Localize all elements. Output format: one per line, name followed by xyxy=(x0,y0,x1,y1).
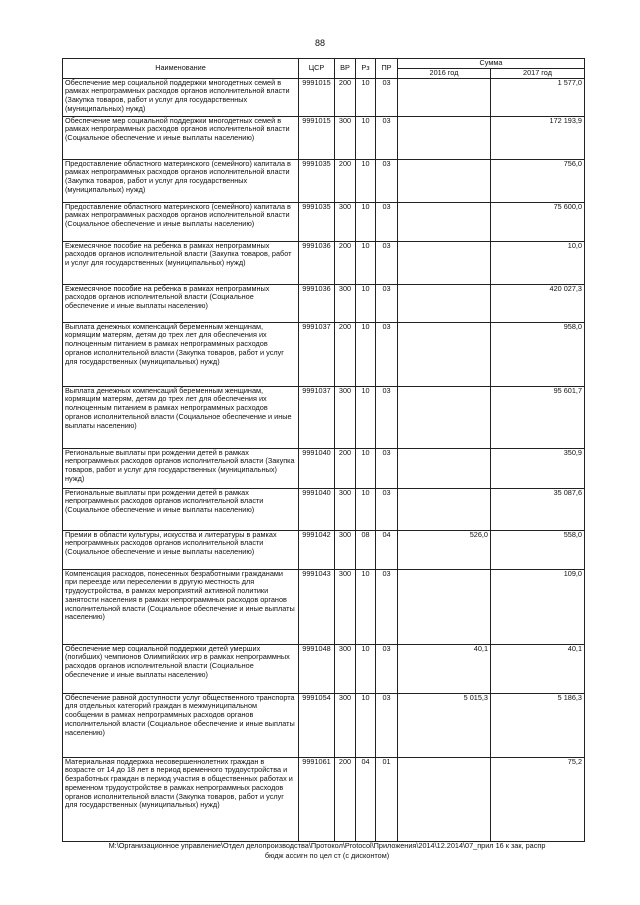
row-csr: 9991054 xyxy=(299,693,335,757)
row-csr: 9991015 xyxy=(299,78,335,116)
row-rz: 10 xyxy=(356,644,376,693)
row-vr: 300 xyxy=(335,284,356,322)
table-row xyxy=(63,116,585,159)
row-vr: 300 xyxy=(335,116,356,159)
row-amount-2016 xyxy=(398,78,491,116)
row-pr: 03 xyxy=(376,322,398,386)
row-amount-2016 xyxy=(398,448,491,488)
header-csr: ЦСР xyxy=(299,59,335,79)
table-row xyxy=(63,322,585,386)
row-pr: 03 xyxy=(376,569,398,644)
row-rz: 04 xyxy=(356,757,376,841)
table-row xyxy=(63,569,585,644)
header-name: Наименование xyxy=(63,59,299,79)
row-name: Ежемесячное пособие на ребенка в рамках непрограммных расходов органов исполнительной власти (Закупка товаров, работ и услуг для государственных (муниципальных) нужд) xyxy=(63,241,299,284)
row-rz: 10 xyxy=(356,569,376,644)
header-pr: ПР xyxy=(376,59,398,79)
table-header xyxy=(63,59,585,79)
table-row xyxy=(63,530,585,569)
row-name: Обеспечение мер социальной поддержки детей умерших (погибших) чемпионов Олимпийских игр в рамках непрограммных расходов органов исполнительной власти (Социальное обеспечение и иные выплаты населению) xyxy=(63,644,299,693)
row-name: Предоставление областного материнского (семейного) капитала в рамках непрограммных расходов органов исполнительной власти (Закупка товаров, работ и услуг для государственных (муниципальных) нужд) xyxy=(63,159,299,202)
table-row xyxy=(63,202,585,241)
row-vr: 300 xyxy=(335,693,356,757)
row-name: Региональные выплаты при рождении детей в рамках непрограммных расходов органов исполнительной власти (Закупка товаров, работ и услуг для государственных (муниципальных) нужд) xyxy=(63,448,299,488)
row-rz: 10 xyxy=(356,693,376,757)
row-amount-2016 xyxy=(398,241,491,284)
row-amount-2017: 420 027,3 xyxy=(491,284,585,322)
row-csr: 9991035 xyxy=(299,202,335,241)
row-vr: 300 xyxy=(335,488,356,530)
row-amount-2017: 350,9 xyxy=(491,448,585,488)
row-csr: 9991037 xyxy=(299,322,335,386)
table-row xyxy=(63,386,585,448)
row-amount-2016 xyxy=(398,322,491,386)
row-name: Обеспечение равной доступности услуг общественного транспорта для отдельных категорий граждан в межмуниципальном сообщении в рамках непрограммных расходов органов исполнительной власти (Социальное обеспечение и иные выплаты населению) xyxy=(63,693,299,757)
row-csr: 9991040 xyxy=(299,448,335,488)
row-amount-2016 xyxy=(398,569,491,644)
row-amount-2016 xyxy=(398,488,491,530)
row-pr: 03 xyxy=(376,159,398,202)
row-rz: 10 xyxy=(356,488,376,530)
row-vr: 200 xyxy=(335,78,356,116)
header-2016: 2016 год xyxy=(398,68,491,78)
budget-table xyxy=(62,58,585,842)
table-row xyxy=(63,159,585,202)
row-vr: 200 xyxy=(335,159,356,202)
row-name: Выплата денежных компенсаций беременным женщинам, кормящим матерям, детям до трех лет для обеспечения их полноценным питанием в рамках непрограммных расходов органов исполнительной власти (Закупка товаров, работ и услуг для государственных (муниципальных) нужд) xyxy=(63,322,299,386)
table-row xyxy=(63,78,585,116)
row-rz: 10 xyxy=(356,159,376,202)
row-csr: 9991036 xyxy=(299,284,335,322)
header-rz: Рз xyxy=(356,59,376,79)
row-amount-2016 xyxy=(398,757,491,841)
row-pr: 03 xyxy=(376,241,398,284)
row-csr: 9991040 xyxy=(299,488,335,530)
table-row xyxy=(63,757,585,841)
row-amount-2017: 75,2 xyxy=(491,757,585,841)
row-vr: 300 xyxy=(335,569,356,644)
row-vr: 300 xyxy=(335,644,356,693)
table-row xyxy=(63,693,585,757)
row-amount-2016 xyxy=(398,284,491,322)
row-vr: 300 xyxy=(335,386,356,448)
table-row xyxy=(63,241,585,284)
row-vr: 300 xyxy=(335,202,356,241)
table-body xyxy=(63,78,585,841)
header-sum: Сумма xyxy=(398,59,585,69)
table-row xyxy=(63,448,585,488)
row-amount-2017: 958,0 xyxy=(491,322,585,386)
row-csr: 9991037 xyxy=(299,386,335,448)
row-pr: 03 xyxy=(376,116,398,159)
row-name: Региональные выплаты при рождении детей в рамках непрограммных расходов органов исполнительной власти (Социальное обеспечение и иные выплаты населению) xyxy=(63,488,299,530)
table-row xyxy=(63,284,585,322)
row-csr: 9991042 xyxy=(299,530,335,569)
row-amount-2016 xyxy=(398,159,491,202)
row-rz: 10 xyxy=(356,241,376,284)
row-rz: 10 xyxy=(356,116,376,159)
row-name: Обеспечение мер социальной поддержки многодетных семей в рамках непрограммных расходов органов исполнительной власти (Социальное обеспечение и иные выплаты населению) xyxy=(63,116,299,159)
row-pr: 01 xyxy=(376,757,398,841)
row-pr: 03 xyxy=(376,488,398,530)
row-pr: 03 xyxy=(376,448,398,488)
page-number: 88 xyxy=(314,38,325,48)
footer-line-2: бюдж ассигн по цел ст (с дисконтом) xyxy=(264,850,390,860)
row-csr: 9991035 xyxy=(299,159,335,202)
row-csr: 9991036 xyxy=(299,241,335,284)
row-rz: 10 xyxy=(356,202,376,241)
row-amount-2017: 558,0 xyxy=(491,530,585,569)
header-2017: 2017 год xyxy=(491,68,585,78)
row-amount-2017: 756,0 xyxy=(491,159,585,202)
row-rz: 10 xyxy=(356,284,376,322)
row-csr: 9991015 xyxy=(299,116,335,159)
row-csr: 9991048 xyxy=(299,644,335,693)
row-amount-2017: 75 600,0 xyxy=(491,202,585,241)
header-vr: ВР xyxy=(335,59,356,79)
row-vr: 200 xyxy=(335,757,356,841)
row-amount-2017: 35 087,6 xyxy=(491,488,585,530)
table-row xyxy=(63,488,585,530)
row-rz: 10 xyxy=(356,78,376,116)
row-pr: 03 xyxy=(376,202,398,241)
row-amount-2017: 40,1 xyxy=(491,644,585,693)
row-pr: 03 xyxy=(376,644,398,693)
row-pr: 03 xyxy=(376,284,398,322)
row-pr: 03 xyxy=(376,78,398,116)
row-pr: 03 xyxy=(376,386,398,448)
row-amount-2017: 1 577,0 xyxy=(491,78,585,116)
row-vr: 300 xyxy=(335,530,356,569)
footer-line-1: М:\Организационное управление\Отдел делопроизводства\Протокол\Protocol\Приложения\2014\12.2014\07_прил 16 к зак, распр xyxy=(108,841,546,850)
row-vr: 200 xyxy=(335,241,356,284)
row-amount-2016 xyxy=(398,116,491,159)
row-pr: 03 xyxy=(376,693,398,757)
row-vr: 200 xyxy=(335,322,356,386)
row-amount-2017: 172 193,9 xyxy=(491,116,585,159)
row-rz: 08 xyxy=(356,530,376,569)
row-pr: 04 xyxy=(376,530,398,569)
row-vr: 200 xyxy=(335,448,356,488)
file-path-footer xyxy=(62,841,592,861)
table-row xyxy=(63,644,585,693)
row-amount-2016: 40,1 xyxy=(398,644,491,693)
row-rz: 10 xyxy=(356,448,376,488)
row-amount-2016: 526,0 xyxy=(398,530,491,569)
row-amount-2017: 10,0 xyxy=(491,241,585,284)
row-rz: 10 xyxy=(356,386,376,448)
row-name: Обеспечение мер социальной поддержки многодетных семей в рамках непрограммных расходов органов исполнительной власти (Закупка товаров, работ и услуг для государственных (муниципальных) нужд) xyxy=(63,78,299,116)
row-amount-2016: 5 015,3 xyxy=(398,693,491,757)
row-csr: 9991043 xyxy=(299,569,335,644)
row-name: Премии в области культуры, искусства и литературы в рамках непрограммных расходов органов исполнительной власти (Социальное обеспечение и иные выплаты населению) xyxy=(63,530,299,569)
row-amount-2017: 109,0 xyxy=(491,569,585,644)
row-name: Материальная поддержка несовершеннолетних граждан в возрасте от 14 до 18 лет в период временного трудоустройства и безработных граждан в период участия в общественных работах и временном трудоустройстве в рамках непрограммных расходов органов исполнительной власти (Закупка товаров, работ и услуг для государственных (муниципальных) нужд) xyxy=(63,757,299,841)
row-name: Ежемесячное пособие на ребенка в рамках непрограммных расходов органов исполнительной власти (Социальное обеспечение и иные выплаты населению) xyxy=(63,284,299,322)
row-name: Предоставление областного материнского (семейного) капитала в рамках непрограммных расходов органов исполнительной власти (Социальное обеспечение и иные выплаты населению) xyxy=(63,202,299,241)
row-rz: 10 xyxy=(356,322,376,386)
row-name: Выплата денежных компенсаций беременным женщинам, кормящим матерям, детям до трех лет для обеспечения их полноценным питанием в рамках непрограммных расходов органов исполнительной власти (Социальное обеспечение и иные выплаты населению) xyxy=(63,386,299,448)
row-name: Компенсация расходов, понесенных безработными гражданами при переезде или переселении в другую местность для трудоустройства, в рамках мероприятий активной политики занятости населения в рамках непрограммных расходов органов исполнительной власти (Социальное обеспечение и иные выплаты населению) xyxy=(63,569,299,644)
row-amount-2016 xyxy=(398,202,491,241)
row-amount-2017: 95 601,7 xyxy=(491,386,585,448)
row-amount-2017: 5 186,3 xyxy=(491,693,585,757)
row-csr: 9991061 xyxy=(299,757,335,841)
row-amount-2016 xyxy=(398,386,491,448)
